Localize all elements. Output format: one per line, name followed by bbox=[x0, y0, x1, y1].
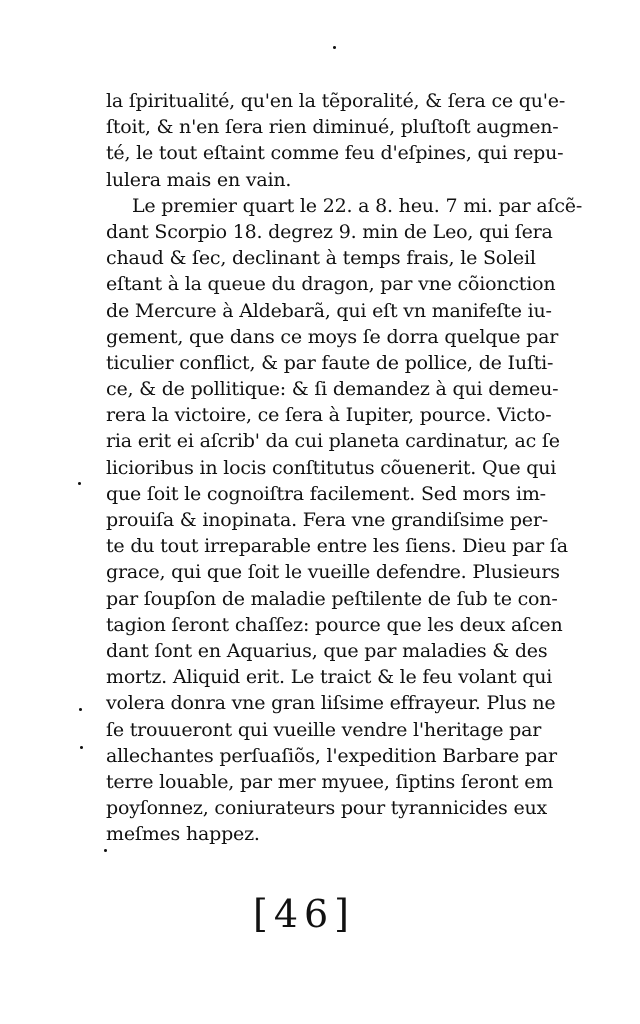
ink-speck bbox=[78, 482, 81, 485]
text-line: allechantes perſuaſiõs, l'expedition Barbare par bbox=[106, 744, 557, 767]
text-line: dant Scorpio 18. degrez 9. min de Leo, qui ſera bbox=[106, 220, 553, 243]
text-line: tagion ſeront chaſſez: pource que les deux aſcen bbox=[106, 613, 563, 636]
text-line: rera la victoire, ce ſera à Iupiter, pource. Victo- bbox=[106, 404, 552, 427]
page-number: [46] bbox=[253, 892, 356, 936]
text-line: ce, & de pollitique: & ſi demandez à qui demeu- bbox=[106, 378, 559, 401]
text-line: licioribus in locis conſtitutus cõuenerit. Que qui bbox=[106, 456, 557, 479]
text-line: ticulier conflict, & par faute de pollice, de Iuſti- bbox=[106, 351, 554, 374]
ink-speck bbox=[333, 46, 336, 49]
text-line: grace, qui que ſoit le vueille defendre. Plusieurs bbox=[106, 561, 560, 584]
text-line: eſtant à la queue du dragon, par vne cõionction bbox=[106, 273, 556, 296]
text-line: prouiſa & inopinata. Fera vne grandiſsime per- bbox=[106, 509, 548, 531]
text-line: ria erit ei aſcrib' da cui planeta cardinatur, ac ſe bbox=[106, 430, 560, 453]
ink-speck bbox=[104, 849, 107, 852]
text-line: volera donra vne gran liſsime effrayeur. Plus ne bbox=[106, 692, 556, 715]
text-line: mortz. Aliquid erit. Le traict & le feu volant qui bbox=[106, 666, 553, 689]
text-line: la ſpiritualité, qu'en la tẽporalité, & ſera ce qu'e- bbox=[106, 90, 566, 112]
text-line: Le premier quart le 22. a 8. heu. 7 mi. par aſcẽ- bbox=[132, 194, 583, 217]
text-line: te du tout irreparable entre les ſiens. Dieu par ſa bbox=[106, 535, 568, 558]
ink-speck bbox=[80, 746, 83, 749]
text-line: que ſoit le cognoiſtra facilement. Sed mors im- bbox=[106, 482, 546, 505]
text-line: de Mercure à Aldebarã, qui eſt vn manifeſte iu- bbox=[106, 299, 552, 322]
text-line: ſe trouueront qui vueille vendre l'heritage par bbox=[106, 718, 542, 741]
text-line: par ſoupſon de maladie peſtilente de ſub te con- bbox=[106, 587, 558, 610]
text-line: té, le tout eſtaint comme feu d'eſpines, qui repu- bbox=[106, 142, 564, 165]
text-line: lulera mais en vain. bbox=[106, 168, 292, 191]
text-line: meſmes happez. bbox=[106, 823, 260, 846]
text-line: terre louable, par mer myuee, ſiptins ſeront em bbox=[106, 770, 554, 793]
text-line: ſtoit, & n'en ſera rien diminué, pluſtoſt augmen- bbox=[106, 116, 559, 139]
text-line: gement, que dans ce moys ſe dorra quelque par bbox=[106, 325, 559, 348]
text-line: poyſonnez, coniurateurs pour tyrannicides eux bbox=[106, 797, 548, 820]
text-line: dant ſont en Aquarius, que par maladies & des bbox=[106, 639, 548, 662]
ink-speck bbox=[79, 708, 82, 711]
text-line: chaud & ſec, declinant à temps frais, le Soleil bbox=[106, 247, 536, 270]
page-body-text bbox=[106, 88, 583, 847]
